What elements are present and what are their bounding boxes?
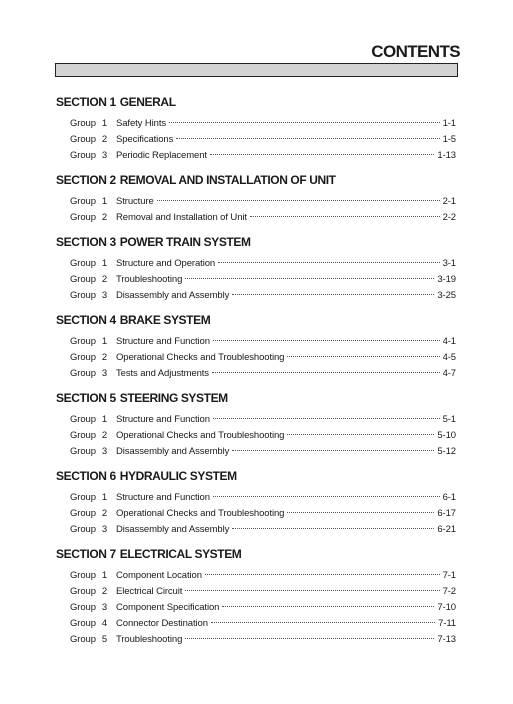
dot-leader [213,340,440,341]
entry-title: Structure and Function [116,336,210,347]
group-label [70,616,116,632]
group-word: Group [70,618,96,629]
toc-section [56,313,456,382]
group-word: Group [70,118,96,129]
section-heading [56,391,456,408]
group-number: 2 [101,430,108,441]
dot-leader [210,154,434,155]
dot-leader [185,278,434,279]
toc-entry[interactable] [56,412,456,428]
section-heading [56,547,456,564]
toc-entry[interactable] [56,148,456,164]
group-number: 3 [101,602,108,613]
page-number: 1-13 [437,150,456,161]
toc-entry[interactable] [56,616,456,632]
entry-title: Structure [116,196,154,207]
section-name: STEERING SYSTEM [119,391,228,405]
entry-title: Component Specification [116,602,220,613]
group-label [70,600,116,616]
section-name: HYDRAULIC SYSTEM [119,469,237,483]
toc-entry[interactable] [56,600,456,616]
group-word: Group [70,196,96,207]
toc-entry[interactable] [56,256,456,272]
toc-entry[interactable] [56,288,456,304]
entry-title: Disassembly and Assembly [116,446,230,457]
page-number: 7-10 [437,602,456,613]
group-number: 1 [101,196,108,207]
dot-leader [213,418,440,419]
dot-leader [185,590,439,591]
group-number: 5 [101,634,108,645]
group-label [70,428,116,444]
group-label [70,444,116,460]
group-word: Group [70,134,96,145]
page-number: 1-1 [442,118,456,129]
toc-entry[interactable] [56,428,456,444]
toc-entry[interactable] [56,490,456,506]
dot-leader [232,450,434,451]
toc-entry[interactable] [56,522,456,538]
toc-entry[interactable] [56,366,456,382]
group-word: Group [70,290,96,301]
page-number: 1-5 [442,134,456,145]
group-number: 2 [101,352,108,363]
page-title: CONTENTS [371,42,460,61]
group-label [70,132,116,148]
dot-leader [232,294,434,295]
group-label [70,412,116,428]
section-heading [56,95,456,112]
section-name: ELECTRICAL SYSTEM [119,547,242,561]
entry-title: Structure and Function [116,492,210,503]
dot-leader [232,528,434,529]
group-number: 2 [101,212,108,223]
entry-title: Specifications [116,134,174,145]
section-heading [56,235,456,252]
group-number: 4 [101,618,108,629]
group-word: Group [70,352,96,363]
page-number: 7-13 [437,634,456,645]
section-name: BRAKE SYSTEM [119,313,211,327]
toc-section [56,235,456,304]
group-word: Group [70,446,96,457]
group-word: Group [70,586,96,597]
toc-entry[interactable] [56,506,456,522]
page-number: 3-19 [437,274,456,285]
entry-title: Operational Checks and Troubleshooting [116,430,285,441]
dot-leader [169,122,440,123]
page-number: 6-1 [442,492,456,503]
page-number: 2-1 [442,196,456,207]
page-number: 6-17 [437,508,456,519]
dot-leader [205,574,440,575]
group-word: Group [70,602,96,613]
section-name: POWER TRAIN SYSTEM [119,235,251,249]
page-number: 3-25 [437,290,456,301]
entry-title: Structure and Operation [116,258,216,269]
toc-entry[interactable] [56,132,456,148]
group-label [70,334,116,350]
section-heading [56,313,456,330]
entry-title: Tests and Adjustments [116,368,209,379]
group-number: 1 [101,336,108,347]
page-number: 6-21 [437,524,456,535]
section-label: SECTION 5 [56,391,116,405]
page-number: 4-1 [442,336,456,347]
group-label [70,272,116,288]
group-number: 3 [101,150,108,161]
page-number: 7-11 [438,618,456,629]
group-label [70,350,116,366]
entry-title: Operational Checks and Troubleshooting [116,352,285,363]
section-label: SECTION 1 [56,95,116,109]
page-number: 4-7 [442,368,456,379]
dot-leader [287,356,439,357]
entry-title: Disassembly and Assembly [116,524,230,535]
group-word: Group [70,336,96,347]
group-label [70,632,116,648]
dot-leader [250,216,440,217]
page-number: 7-1 [442,570,456,581]
dot-leader [185,638,434,639]
dot-leader [176,138,439,139]
group-label [70,116,116,132]
dot-leader [287,434,434,435]
dot-leader [287,512,434,513]
toc-section [56,391,456,460]
group-number: 3 [101,446,108,457]
page-number: 5-12 [437,446,456,457]
page-number: 7-2 [442,586,456,597]
group-number: 2 [101,508,108,519]
group-number: 2 [101,586,108,597]
section-heading [56,173,456,190]
group-label [70,568,116,584]
group-word: Group [70,508,96,519]
section-label: SECTION 6 [56,469,116,483]
section-heading [56,469,456,486]
section-name: GENERAL [119,95,176,109]
group-word: Group [70,524,96,535]
entry-title: Removal and Installation of Unit [116,212,247,223]
section-label: SECTION 4 [56,313,116,327]
page-number: 5-10 [437,430,456,441]
dot-leader [218,262,439,263]
group-number: 3 [101,524,108,535]
entry-title: Connector Destination [116,618,208,629]
group-word: Group [70,368,96,379]
dot-leader [157,200,440,201]
entry-title: Operational Checks and Troubleshooting [116,508,285,519]
group-word: Group [70,258,96,269]
group-label [70,522,116,538]
toc-entry[interactable] [56,584,456,600]
toc-section [56,173,456,226]
page-number: 5-1 [442,414,456,425]
entry-title: Periodic Replacement [116,150,207,161]
toc-entry[interactable] [56,632,456,648]
group-number: 3 [101,290,108,301]
dot-leader [222,606,434,607]
toc-entry[interactable] [56,194,456,210]
dot-leader [212,372,440,373]
table-of-contents [56,95,456,657]
page-number: 4-5 [442,352,456,363]
toc-entry[interactable] [56,350,456,366]
toc-section [56,547,456,648]
entry-title: Component Location [116,570,202,581]
toc-entry[interactable] [56,334,456,350]
group-number: 3 [101,368,108,379]
group-word: Group [70,634,96,645]
group-number: 1 [101,118,108,129]
group-number: 2 [101,134,108,145]
dot-leader [211,622,435,623]
toc-entry[interactable] [56,210,456,226]
entry-title: Disassembly and Assembly [116,290,230,301]
dot-leader [213,496,440,497]
toc-entry[interactable] [56,568,456,584]
section-label: SECTION 7 [56,547,116,561]
group-label [70,148,116,164]
group-label [70,288,116,304]
group-number: 1 [101,492,108,503]
section-label: SECTION 3 [56,235,116,249]
group-label [70,584,116,600]
page-number: 3-1 [442,258,456,269]
group-word: Group [70,274,96,285]
group-word: Group [70,212,96,223]
group-label [70,506,116,522]
toc-section [56,95,456,164]
group-word: Group [70,430,96,441]
group-label [70,256,116,272]
group-number: 1 [101,414,108,425]
entry-title: Structure and Function [116,414,210,425]
group-label [70,210,116,226]
group-number: 2 [101,274,108,285]
section-name: REMOVAL AND INSTALLATION OF UNIT [119,173,336,187]
group-word: Group [70,492,96,503]
entry-title: Electrical Circuit [116,586,183,597]
toc-entry[interactable] [56,116,456,132]
group-word: Group [70,570,96,581]
entry-title: Troubleshooting [116,274,183,285]
toc-entry[interactable] [56,444,456,460]
toc-entry[interactable] [56,272,456,288]
group-number: 1 [101,570,108,581]
section-label: SECTION 2 [56,173,116,187]
group-word: Group [70,150,96,161]
group-number: 1 [101,258,108,269]
group-word: Group [70,414,96,425]
entry-title: Safety Hints [116,118,167,129]
entry-title: Troubleshooting [116,634,183,645]
group-label [70,366,116,382]
title-bar [55,63,458,77]
page-number: 2-2 [442,212,456,223]
group-label [70,194,116,210]
group-label [70,490,116,506]
toc-section [56,469,456,538]
